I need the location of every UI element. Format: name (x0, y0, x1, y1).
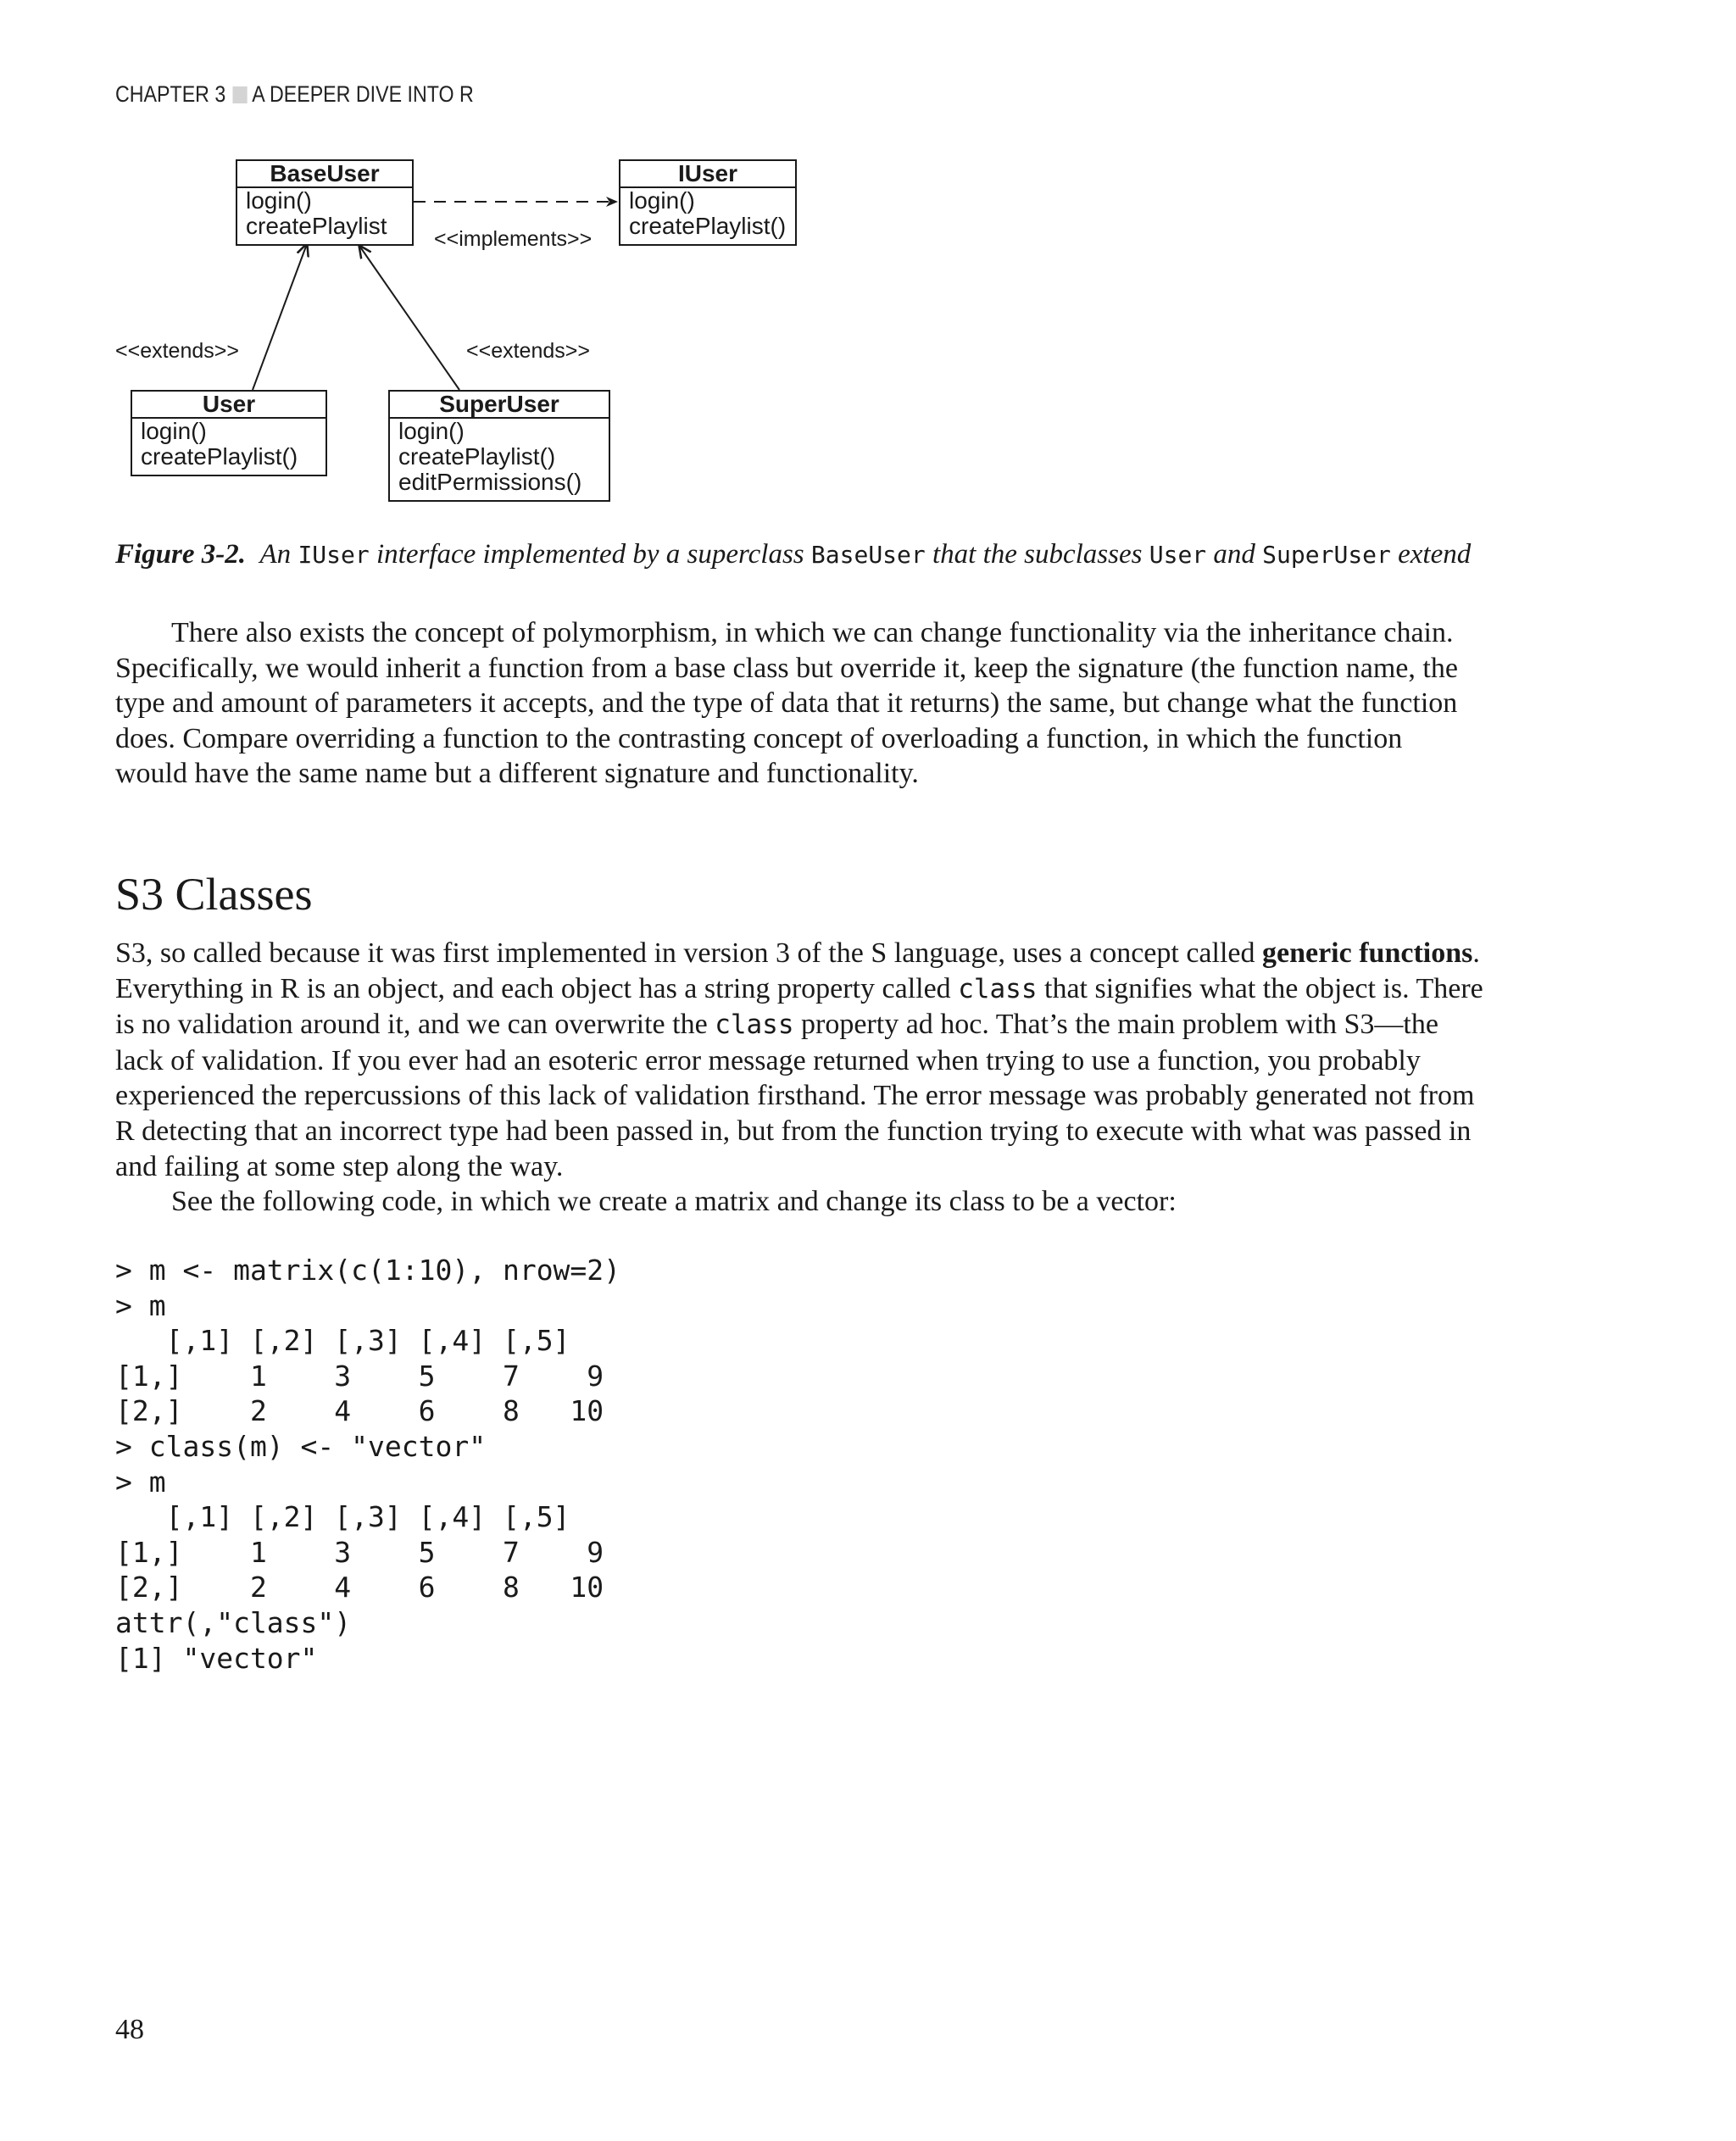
figure-label: Figure 3-2. (115, 539, 247, 570)
paragraph-line (115, 971, 1633, 1008)
label-extends-right: <<extends>> (466, 339, 590, 363)
extends-arrow-superuser (359, 246, 459, 390)
class-methods-iuser (620, 188, 795, 239)
class-box-baseuser (236, 159, 414, 246)
caption-code-superuser: SuperUser (1262, 541, 1391, 569)
paragraph-s3 (115, 936, 1633, 1220)
paragraph-line: and failing at some step along the way. (115, 1150, 564, 1182)
method-createplaylist: createPlaylist (246, 213, 387, 239)
caption-text-5: extend (1390, 539, 1472, 570)
text-run: . (1472, 937, 1480, 969)
method-login: login() (141, 418, 207, 444)
chapter-title: A DEEPER DIVE INTO R (252, 81, 474, 107)
text-run: that signifies what the object is. There (1037, 972, 1483, 1004)
text-run: S3, so called because it was first implemented in version 3 of the S language, uses a concept called (115, 937, 1262, 969)
method-login: login() (398, 418, 465, 444)
paragraph-line (115, 936, 1633, 971)
caption-text-3: that the subclasses (925, 539, 1149, 570)
class-name-user: User (132, 392, 326, 419)
method-createplaylist: createPlaylist() (141, 443, 298, 470)
label-extends-left: <<extends>> (115, 339, 239, 363)
class-box-iuser (619, 159, 797, 246)
code-line: [,1] [,2] [,3] [,4] [,5] (115, 1500, 570, 1534)
method-login: login() (246, 187, 312, 214)
class-methods-user (132, 419, 326, 470)
code-line: [2,] 2 4 6 8 10 (115, 1571, 604, 1604)
code-line: [1] "vector" (115, 1641, 318, 1675)
code-line: > m <- matrix(c(1:10), nrow=2) (115, 1254, 621, 1287)
method-editpermissions: editPermissions() (398, 469, 582, 495)
inline-code-class: class (958, 973, 1038, 1004)
paragraph-line: type and amount of parameters it accepts, and the type of data that it returns) the same, but change what the function (115, 687, 1458, 720)
code-line: attr(,"class") (115, 1605, 352, 1639)
paragraph-line (115, 1007, 1633, 1043)
code-line: > m (115, 1288, 166, 1322)
text-run: Everything in R is an object, and each object has a string property called (115, 972, 959, 1004)
class-name-baseuser: BaseUser (237, 161, 412, 188)
section-heading: S3 Classes (115, 869, 313, 920)
inline-code-class: class (715, 1009, 794, 1041)
paragraph-polymorphism (115, 615, 1633, 792)
paragraph-line: does. Compare overriding a function to the contrasting concept of overloading a function, in which the function (115, 722, 1403, 754)
page-number: 48 (115, 2014, 144, 2045)
caption-text-1: An (259, 539, 298, 570)
code-line: > m (115, 1465, 166, 1499)
code-line: [,1] [,2] [,3] [,4] [,5] (115, 1324, 570, 1358)
method-login: login() (629, 187, 695, 214)
code-line: [1,] 1 3 5 7 9 (115, 1535, 604, 1569)
label-implements: <<implements>> (434, 227, 593, 251)
paragraph-line: lack of validation. If you ever had an esoteric error message returned when trying to use a function, you probably (115, 1044, 1421, 1076)
text-run: property ad hoc. That’s the main problem with S3—the (793, 1009, 1438, 1041)
method-createplaylist: createPlaylist() (398, 443, 556, 470)
class-methods-superuser (390, 419, 609, 495)
class-box-user (131, 390, 327, 476)
caption-text-4: and (1206, 539, 1263, 570)
caption-code-baseuser: BaseUser (810, 541, 926, 569)
code-line: > class(m) <- "vector" (115, 1429, 487, 1463)
class-methods-baseuser (237, 188, 412, 239)
uml-diagram (0, 0, 1736, 526)
paragraph-line: experienced the repercussions of this lack of validation firsthand. The error message was probably generated not from (115, 1080, 1475, 1112)
class-name-superuser: SuperUser (390, 392, 609, 419)
extends-arrow-user (253, 244, 307, 390)
paragraph-line: Specifically, we would inherit a function from a base class but override it, keep the signature (the function name, the (115, 652, 1458, 684)
code-line: [1,] 1 3 5 7 9 (115, 1359, 604, 1393)
paragraph-line: There also exists the concept of polymorphism, in which we can change functionality via the inheritance chain. (171, 617, 1454, 648)
method-createplaylist: createPlaylist() (629, 213, 787, 239)
class-name-iuser: IUser (620, 161, 795, 188)
paragraph-line: See the following code, in which we create a matrix and change its class to be a vector: (171, 1186, 1177, 1218)
code-block (115, 1253, 620, 1676)
class-box-superuser (388, 390, 610, 502)
paragraph-line: would have the same name but a different signature and functionality. (115, 758, 919, 790)
code-line: [2,] 2 4 6 8 10 (115, 1394, 604, 1428)
text-run: is no validation around it, and we can overwrite the (115, 1009, 715, 1041)
paragraph-line: R detecting that an incorrect type had been passed in, but from the function trying to execute with what was passed in (115, 1115, 1472, 1147)
caption-code-user: User (1149, 541, 1207, 569)
caption-code-iuser: IUser (298, 541, 370, 569)
caption-text-2: interface implemented by a superclass (369, 539, 811, 570)
figure-caption (115, 539, 1624, 570)
chapter-label: CHAPTER 3 (115, 81, 226, 107)
bold-term-generic-functions: generic functions (1262, 937, 1473, 969)
